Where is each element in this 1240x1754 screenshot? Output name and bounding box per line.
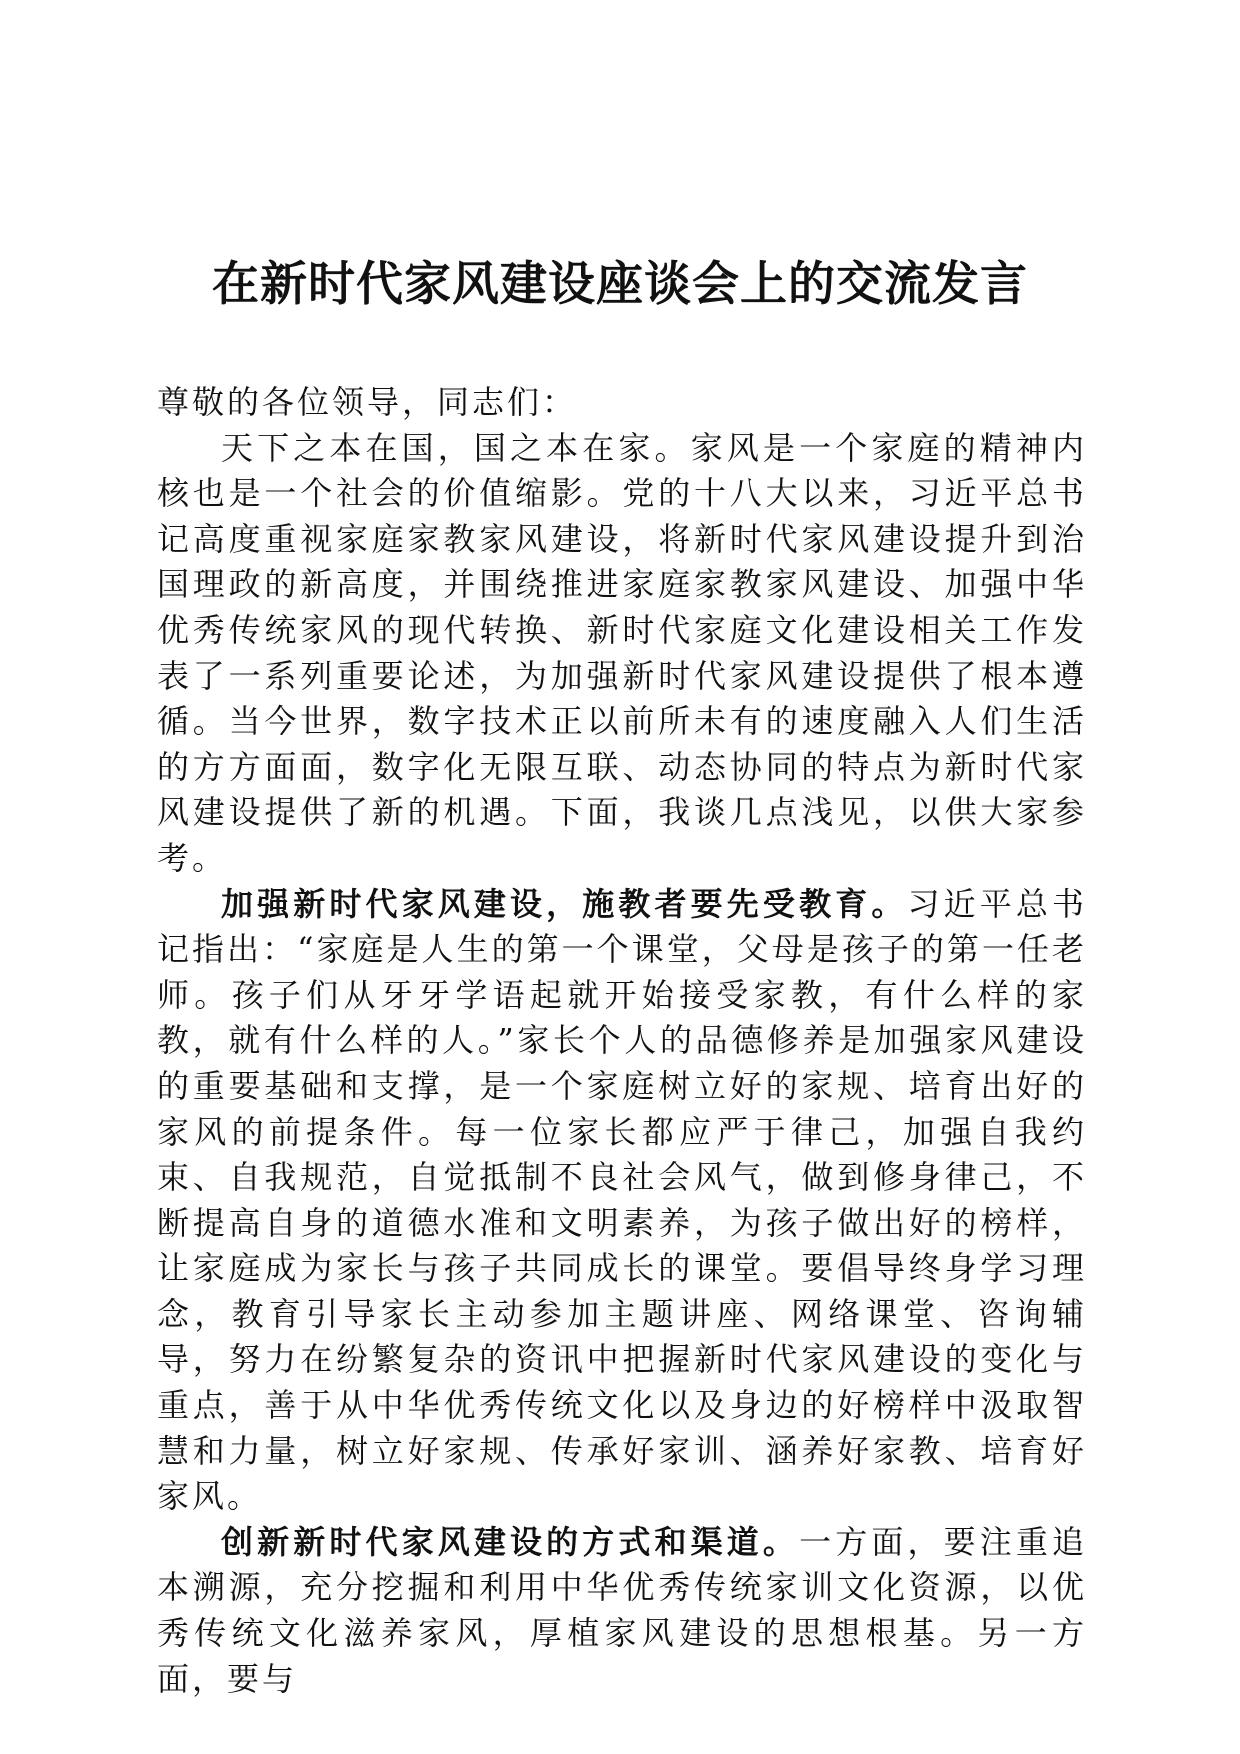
paragraph-innovation xyxy=(157,1520,1087,1702)
paragraph-educator-lead: 加强新时代家风建设，施教者要先受教育。 xyxy=(221,884,908,923)
paragraph-intro xyxy=(157,426,1087,882)
paragraph-innovation-lead: 创新新时代家风建设的方式和渠道。 xyxy=(221,1522,800,1561)
paragraph-educator-text: 习近平总书记指出：“家庭是人生的第一个课堂，父母是孩子的第一任老师。孩子们从牙牙学语起就开始接受家教，有什么样的家教，就有什么样的人。”家长个人的品德修养是加强家风建设的重要基础和支撑，是一个家庭树立好的家规、培育出好的家风的前提条件。每一位家长都应严于律己，加强自我约束、自我规范，自觉抵制不良社会风气，做到修身律己，不断提高自身的道德水准和文明素养，为孩子做出好的榜样，让家庭成为家长与孩子共同成长的课堂。要倡导终身学习理念，教育引导家长主动参加主题讲座、网络课堂、咨询辅导，努力在纷繁复杂的资讯中把握新时代家风建设的变化与重点，善于从中华优秀传统文化以及身边的好榜样中汲取智慧和力量，树立好家规、传承好家训、涵养好家教、培育好家风。 xyxy=(157,884,1087,1516)
paragraph-innovation-text: 一方面，要注重追本溯源，充分挖掘和利用中华优秀传统家训文化资源，以优秀传统文化滋养家风，厚植家风建设的思想根基。另一方面，要与 xyxy=(157,1522,1087,1698)
document-body xyxy=(157,380,1087,1702)
document-title: 在新时代家风建设座谈会上的交流发言 xyxy=(212,257,1028,312)
paragraph-educator xyxy=(157,882,1087,1520)
paragraph-intro-text: 天下之本在国，国之本在家。家风是一个家庭的精神内核也是一个社会的价值缩影。党的十八大以来，习近平总书记高度重视家庭家教家风建设，将新时代家风建设提升到治国理政的新高度，并围绕推进家庭家教家风建设、加强中华优秀传统家风的现代转换、新时代家庭文化建设相关工作发表了一系列重要论述，为加强新时代家风建设提供了根本遵循。当今世界，数字技术正以前所未有的速度融入人们生活的方方面面，数字化无限互联、动态协同的特点为新时代家风建设提供了新的机遇。下面，我谈几点浅见，以供大家参考。 xyxy=(157,428,1087,877)
salutation: 尊敬的各位领导，同志们： xyxy=(157,383,578,421)
